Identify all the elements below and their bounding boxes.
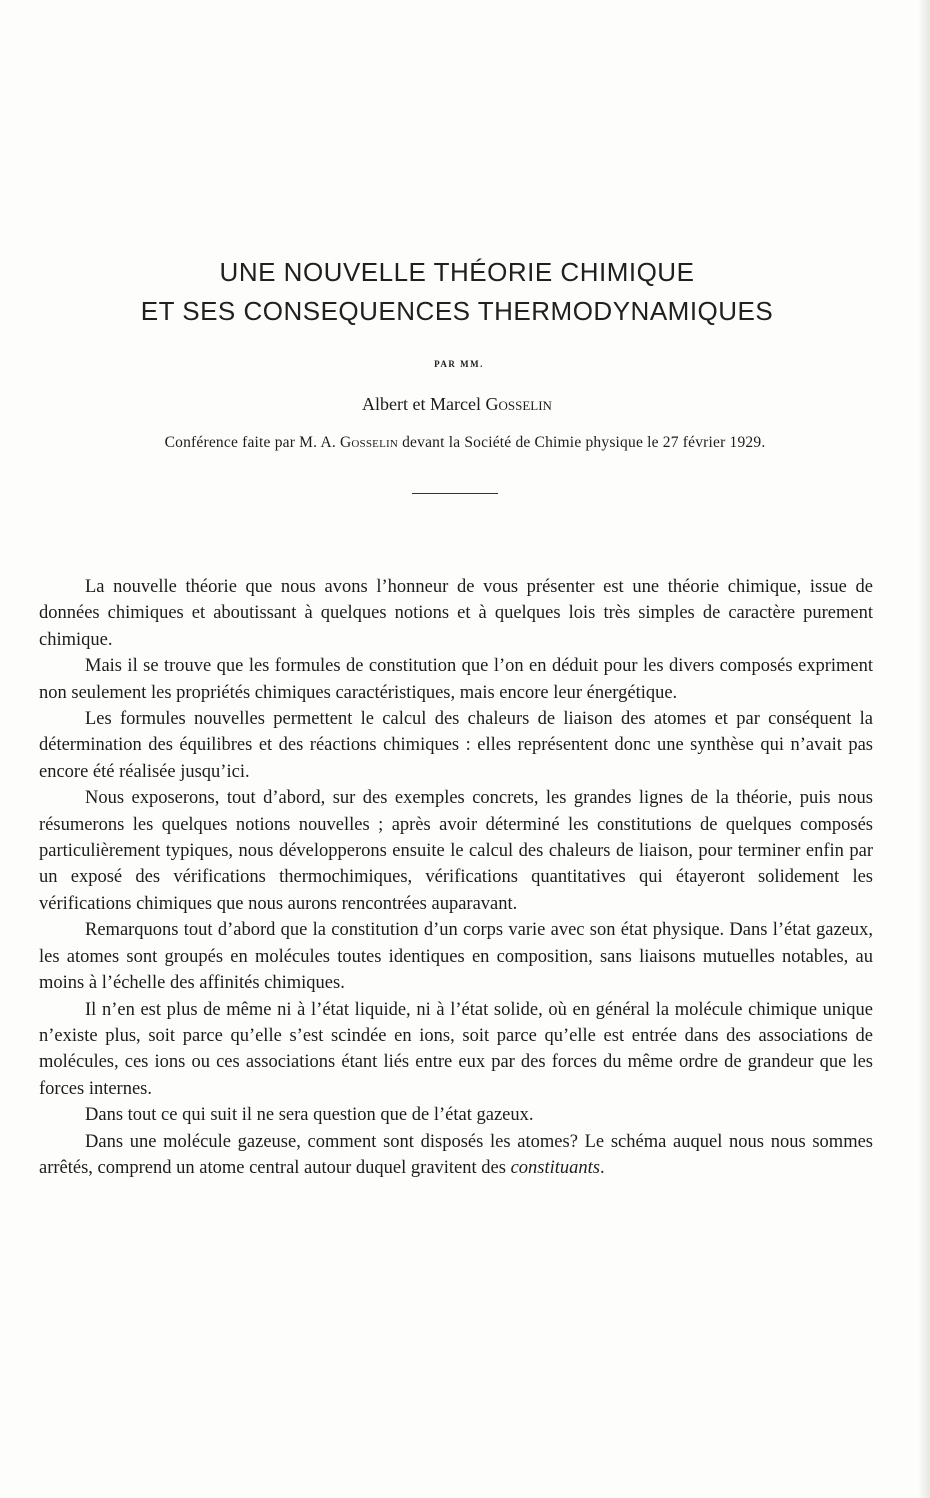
paragraph-8-end: .	[600, 1157, 605, 1178]
paragraph-8	[39, 1129, 873, 1182]
separator-rule	[412, 493, 498, 494]
conference-suffix: devant la Société de Chimie physique le 27 février 1929.	[398, 434, 766, 451]
paragraph-7: Dans tout ce qui suit il ne sera question que de l’état gazeux.	[85, 1105, 534, 1126]
paragraph-6: Il n’en est plus de même ni à l’état liquide, ni à l’état solide, où en général la molécule chimique unique n’existe plus, soit parce qu’elle s’est scindée en ions, soit parce qu’elle est entrée dans des associations de molécules, ces ions ou ces associations étant liés entre eux par des forces du même ordre de grandeur que les forces internes.	[39, 999, 873, 1099]
paragraph-8-text: Dans une molécule gazeuse, comment sont disposés les atomes? Le schéma auquel nous nous sommes arrêtés, comprend un atome central autour duquel gravitent des	[39, 1131, 873, 1178]
conference-note	[0, 434, 930, 452]
authors-prefix: Albert et Marcel	[362, 394, 486, 414]
title-line-2: ET SES CONSEQUENCES THERMODYNAMIQUES	[140, 296, 774, 326]
paragraph-5: Remarquons tout d’abord que la constitution d’un corps varie avec son état physique. Dans l’état gazeux, les atomes sont groupés en molécules toutes identiques en composition, sans liaisons mutuelles notables, au moins à l’échelle des affinités chimiques.	[39, 920, 873, 994]
page-edge-shadow	[918, 0, 930, 1498]
authors-line	[0, 394, 922, 415]
paragraph-2: Mais il se trouve que les formules de constitution que l’on en déduit pour les divers composés expriment non seulement les propriétés chimiques caractéristiques, mais encore leur énergétique.	[39, 656, 873, 703]
authors-surname: Gosselin	[485, 394, 552, 414]
conference-prefix: Conférence faite par M. A.	[164, 434, 340, 451]
paragraph-1: La nouvelle théorie que nous avons l’honneur de vous présenter est une théorie chimique, issue de données chimiques et aboutissant à quelques notions et à quelques lois très simples de caractère purement chimique.	[39, 577, 873, 650]
body-text	[39, 574, 873, 1181]
paragraph-4: Nous exposerons, tout d’abord, sur des exemples concrets, les grandes lignes de la théorie, puis nous résumerons les quelques notions nouvelles ; après avoir déterminé les constitutions de quelques composés particulièrement typiques, nous développerons ensuite le calcul des chaleurs de liaison, pour terminer enfin par un exposé des vérifications thermochimiques, vérifications quantitatives qui étayeront solidement les vérifications chimiques que nous aurons rencontrées auparavant.	[39, 788, 873, 914]
conference-surname: Gosselin	[340, 434, 399, 451]
paragraph-3: Les formules nouvelles permettent le calcul des chaleurs de liaison des atomes et par conséquent la détermination des équilibres et des réactions chimiques : elles représentent donc une synthèse qui n’avait pas encore été réalisée jusqu’ici.	[39, 709, 873, 782]
title-line-1: UNE NOUVELLE THÉORIE CHIMIQUE	[219, 257, 695, 287]
par-label: PAR MM.	[434, 359, 484, 369]
paragraph-8-italic: constituants	[510, 1157, 600, 1178]
